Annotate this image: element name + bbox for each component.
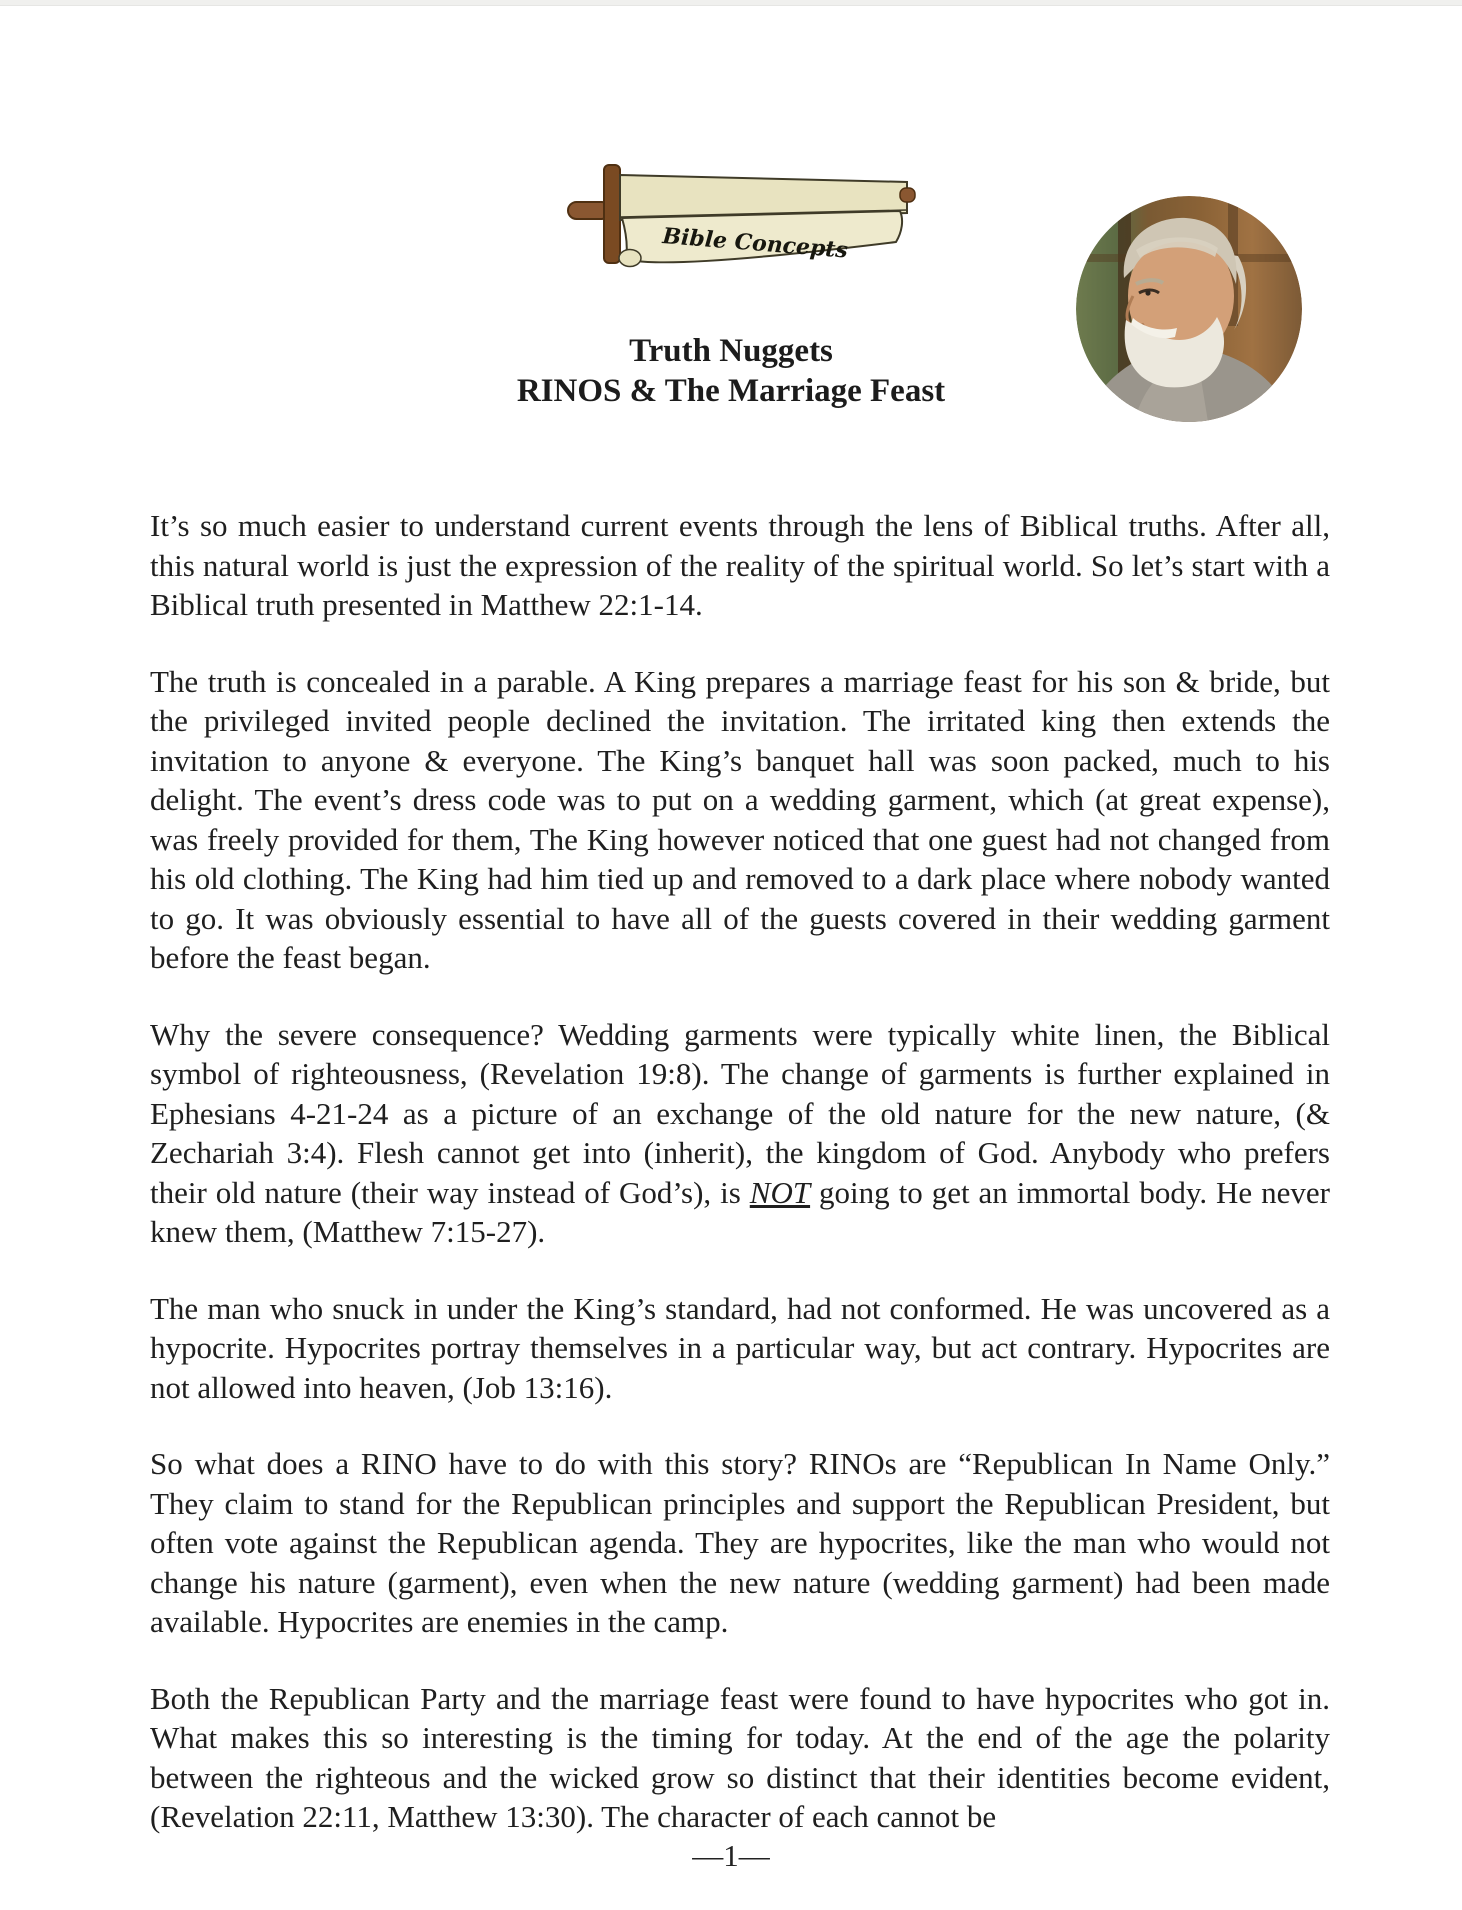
paragraph-6: Both the Republican Party and the marriage feast were found to have hypocrites who got in. What makes this so interesting is the timing for today. At the end of the age the polarity between the righteous and the wicked grow so distinct that their identities become evident, (Revelation 22:11, Matthew 13:30). The character of each cannot be	[150, 1680, 1330, 1834]
scroll-right-knob	[900, 188, 915, 202]
scroll-left-roller	[604, 165, 620, 263]
page-subtitle: RINOS & The Marriage Feast	[516, 373, 946, 409]
paragraph-5: So what does a RINO have to do with this story? RINOs are “Republican In Name Only.” They claim to stand for the Republican principles and support the Republican President, but often vote against the Republican agenda. They are hypocrites, like the man who would not change his nature (garment), even when the new nature (wedding garment) had been made available. Hypocrites are enemies in the camp.	[150, 1446, 1330, 1639]
paragraph-3-text: Why the severe consequence? Wedding garments were typically white linen, the Biblical symbol of righteousness, (Revelation 19:8). The change of garments is further explained in Ephesians 4-21-24 as a picture of an exchange of the old nature for the new nature, (& Zechariah 3:4). Flesh cannot get into (inherit), the kingdom of God. Anybody who prefers their old nature (their way instead of God’s), is	[150, 1016, 1330, 1210]
bible-concepts-logo	[566, 160, 916, 288]
paragraph-3-continuation: going to get an immortal body. He never knew them, (Matthew 7:15-27).	[150, 1174, 1330, 1249]
page-top-edge	[0, 0, 1462, 6]
paragraph-3	[150, 1015, 1330, 1252]
logo-text: Bible Concepts	[661, 223, 849, 264]
paragraph-4: The man who snuck in under the King’s standard, had not conformed. He was uncovered as a hypocrite. Hypocrites portray themselves in a particular way, but act contrary. Hypocrites are not allowed into heaven, (Job 13:16).	[150, 1290, 1330, 1405]
scroll-curl	[619, 250, 641, 267]
article-body	[150, 506, 1330, 1874]
title-block	[0, 331, 1462, 411]
page-number: —1—	[692, 1838, 770, 1873]
paragraph-1: It’s so much easier to understand current events through the lens of Biblical truths. After all, this natural world is just the expression of the reality of the spiritual world. So let’s start with a Biblical truth presented in Matthew 22:1-14.	[150, 508, 1330, 622]
paragraph-2: The truth is concealed in a parable. A King prepares a marriage feast for his son & bride, but the privileged invited people declined the invitation. The irritated king then extends the invitation to anyone & everyone. The King’s banquet hall was soon packed, much to his delight. The event’s dress code was to put on a wedding garment, which (at great expense), was freely provided for them, The King however noticed that one guest had not changed from his old clothing. The King had him tied up and removed to a dark place where nobody wanted to go. It was obviously essential to have all of the guests covered in their wedding garment before the feast began.	[150, 663, 1330, 975]
page-title: Truth Nuggets	[629, 333, 833, 369]
emphasis-not: NOT	[749, 1174, 811, 1210]
scroll-icon	[566, 160, 916, 288]
